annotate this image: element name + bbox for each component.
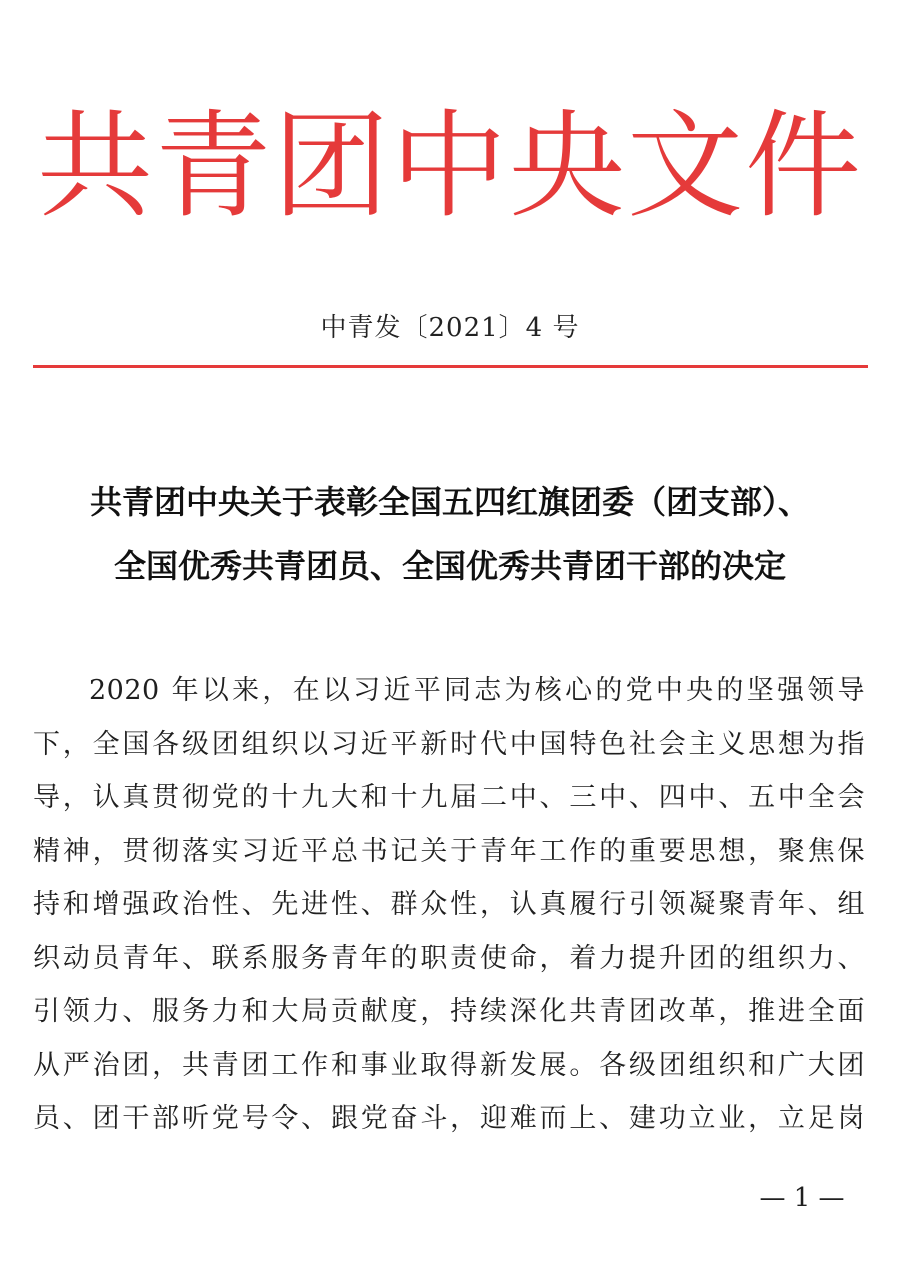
title-line-2: 全国优秀共青团员、全国优秀共青团干部的决定 xyxy=(113,547,786,585)
title-line-1: 共青团中央关于表彰全国五四红旗团委（团支部）、 xyxy=(89,483,810,521)
document-number: 中青发〔2021〕4 号 xyxy=(320,313,580,343)
body-line: 员、团干部听党号令、跟党奋斗，迎难而上、建功立业，立足岗 xyxy=(33,1103,865,1134)
page-number: — 1 — xyxy=(759,1183,845,1213)
body-line: 2020 年以来，在以习近平同志为核心的党中央的坚强领导 xyxy=(89,675,865,706)
body-line: 下，全国各级团组织以习近平新时代中国特色社会主义思想为指 xyxy=(33,728,865,760)
body-line: 引领力、服务力和大局贡献度，持续深化共青团改革，推进全面 xyxy=(33,996,865,1027)
body-line: 导，认真贯彻党的十九大和十九届二中、三中、四中、五中全会 xyxy=(33,782,865,813)
body-line: 从严治团，共青团工作和事业取得新发展。各级团组织和广大团 xyxy=(33,1049,865,1081)
body-line: 织动员青年、联系服务青年的职责使命，着力提升团的组织力、 xyxy=(33,942,865,974)
document-masthead: 共青团中央文件 xyxy=(37,99,863,234)
red-divider-line xyxy=(33,365,868,368)
document-title xyxy=(0,470,900,598)
body-line: 精神，贯彻落实习近平总书记关于青年工作的重要思想，聚焦保 xyxy=(33,835,865,867)
body-paragraph xyxy=(33,664,865,1146)
body-line: 持和增强政治性、先进性、群众性，认真履行引领凝聚青年、组 xyxy=(33,889,865,920)
